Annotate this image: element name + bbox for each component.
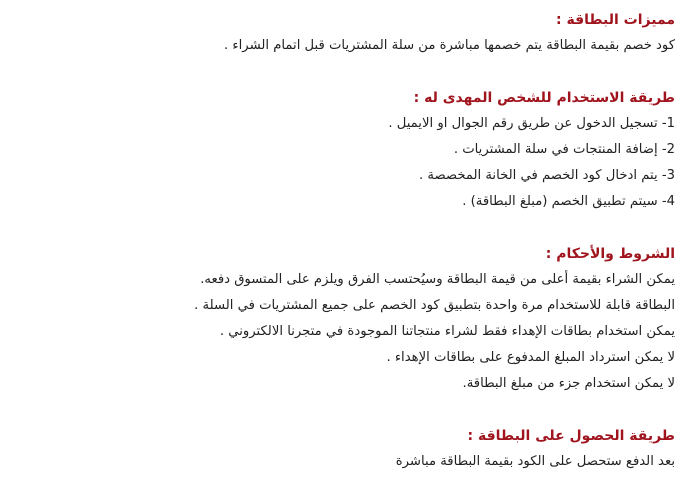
section-heading: طريقة الحصول على البطاقة :	[467, 428, 675, 444]
section-terms	[10, 241, 675, 397]
section-line: بعد الدفع ستحصل على الكود بقيمة البطاقة مباشرة	[395, 454, 675, 469]
section-line: 1- تسجيل الدخول عن طريق رقم الجوال او الايميل .	[388, 116, 675, 131]
section-how-to-get	[10, 423, 675, 475]
section-usage-steps	[10, 85, 675, 215]
spacer	[10, 215, 675, 241]
section-line: 4- سيتم تطبيق الخصم (مبلغ البطاقة) .	[462, 194, 675, 209]
spacer	[10, 397, 675, 423]
section-line: البطاقة قابلة للاستخدام مرة واحدة بتطبيق كود الخصم على جميع المشتريات في السلة .	[194, 298, 675, 313]
section-heading: مميزات البطاقة :	[555, 12, 675, 28]
section-heading: طريقة الاستخدام للشخص المهدى له :	[413, 90, 675, 106]
section-line: لا يمكن استخدام جزء من مبلغ البطاقة.	[462, 376, 675, 391]
section-line: 3- يتم ادخال كود الخصم في الخانة المخصصة .	[419, 168, 675, 183]
spacer	[10, 59, 675, 85]
section-line: 2- إضافة المنتجات في سلة المشتريات .	[453, 142, 675, 157]
section-line: يمكن استخدام بطاقات الإهداء فقط لشراء منتجاتنا الموجودة في متجرنا الالكتروني .	[219, 324, 675, 339]
section-line: يمكن الشراء بقيمة أعلى من قيمة البطاقة وسيُحتسب الفرق ويلزم على المتسوق دفعه.	[200, 272, 675, 287]
section-line: لا يمكن استرداد المبلغ المدفوع على بطاقات الإهداء .	[386, 350, 675, 365]
section-line: كود خصم بقيمة البطاقة يتم خصمها مباشرة من سلة المشتريات قبل اتمام الشراء .	[224, 38, 675, 53]
section-card-features	[10, 0, 675, 59]
section-heading: الشروط والأحكام :	[545, 246, 675, 262]
